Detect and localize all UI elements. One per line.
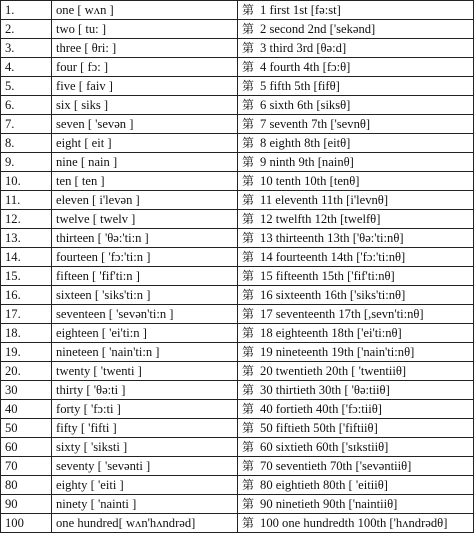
- ordinal-word: 100 one hundredth 100th ['hʌndrədθ]: [260, 515, 448, 530]
- row-number: 17.: [1, 305, 52, 324]
- table-row: [1, 324, 474, 343]
- ordinal-cell: [238, 229, 474, 248]
- row-number: 1.: [1, 1, 52, 20]
- ordinal-prefix: 第: [242, 59, 255, 74]
- ordinal-prefix: 第: [242, 135, 255, 150]
- ordinal-word: 19 nineteenth 19th ['nain'ti:nθ]: [260, 344, 415, 359]
- row-number: 18.: [1, 324, 52, 343]
- ordinal-prefix: 第: [242, 515, 255, 530]
- cardinal-word: ten [ ten ]: [52, 172, 238, 191]
- ordinal-word: 7 seventh 7th ['sevnθ]: [260, 116, 371, 131]
- ordinal-word: 8 eighth 8th [eitθ]: [260, 135, 351, 150]
- ordinal-word: 14 fourteenth 14th ['fɔ:'ti:nθ]: [260, 249, 406, 264]
- ordinal-cell: [238, 77, 474, 96]
- row-number: 4.: [1, 58, 52, 77]
- table-row: [1, 362, 474, 381]
- ordinal-cell: [238, 134, 474, 153]
- row-number: 16.: [1, 286, 52, 305]
- row-number: 8.: [1, 134, 52, 153]
- table-row: [1, 229, 474, 248]
- ordinal-word: 90 ninetieth 90th ['naintiiθ]: [260, 496, 398, 511]
- row-number: 9.: [1, 153, 52, 172]
- ordinal-word: 10 tenth 10th [tenθ]: [260, 173, 360, 188]
- cardinal-word: sixteen [ 'siks'ti:n ]: [52, 286, 238, 305]
- table-row: [1, 134, 474, 153]
- ordinal-word: 17 seventeenth 17th [,sevn'ti:nθ]: [260, 306, 424, 321]
- ordinal-prefix: 第: [242, 21, 255, 36]
- table-row: [1, 77, 474, 96]
- row-number: 7.: [1, 115, 52, 134]
- ordinal-prefix: 第: [242, 2, 255, 17]
- ordinal-cell: [238, 305, 474, 324]
- cardinal-word: six [ siks ]: [52, 96, 238, 115]
- row-number: 40: [1, 400, 52, 419]
- table-row: [1, 400, 474, 419]
- cardinal-word: eight [ eit ]: [52, 134, 238, 153]
- ordinal-cell: [238, 39, 474, 58]
- row-number: 2.: [1, 20, 52, 39]
- ordinal-cell: [238, 248, 474, 267]
- cardinal-word: four [ fɔ: ]: [52, 58, 238, 77]
- table-body: [1, 1, 474, 533]
- cardinal-word: fifteen [ 'fif'ti:n ]: [52, 267, 238, 286]
- row-number: 20.: [1, 362, 52, 381]
- cardinal-word: five [ faiv ]: [52, 77, 238, 96]
- cardinal-word: sixty [ 'siksti ]: [52, 438, 238, 457]
- cardinal-word: one [ wʌn ]: [52, 1, 238, 20]
- cardinal-word: one hundred[ wʌn'hʌndrəd]: [52, 514, 238, 533]
- row-number: 19.: [1, 343, 52, 362]
- ordinal-prefix: 第: [242, 78, 255, 93]
- cardinal-word: fourteen [ 'fɔ:'ti:n ]: [52, 248, 238, 267]
- cardinal-word: nineteen [ 'nain'ti:n ]: [52, 343, 238, 362]
- ordinal-word: 6 sixth 6th [siksθ]: [260, 97, 351, 112]
- ordinal-cell: [238, 58, 474, 77]
- row-number: 5.: [1, 77, 52, 96]
- ordinal-prefix: 第: [242, 40, 255, 55]
- ordinal-word: 2 second 2nd ['sekənd]: [260, 21, 376, 36]
- ordinal-cell: [238, 172, 474, 191]
- table-row: [1, 115, 474, 134]
- ordinal-word: 11 eleventh 11th [i'levnθ]: [260, 192, 389, 207]
- ordinal-word: 13 thirteenth 13th ['θə:'ti:nθ]: [260, 230, 404, 245]
- ordinal-cell: [238, 267, 474, 286]
- table-row: [1, 96, 474, 115]
- table-row: [1, 153, 474, 172]
- ordinal-word: 30 thirtieth 30th [ 'θə:tiiθ]: [260, 382, 390, 397]
- table-row: [1, 1, 474, 20]
- ordinal-prefix: 第: [242, 496, 255, 511]
- table-row: [1, 58, 474, 77]
- table-row: [1, 457, 474, 476]
- ordinal-word: 5 fifth 5th [fifθ]: [260, 78, 340, 93]
- ordinal-cell: [238, 381, 474, 400]
- table-row: [1, 286, 474, 305]
- ordinal-prefix: 第: [242, 116, 255, 131]
- ordinal-cell: [238, 324, 474, 343]
- ordinal-prefix: 第: [242, 268, 255, 283]
- cardinal-word: nine [ nain ]: [52, 153, 238, 172]
- cardinal-word: seven [ 'sevən ]: [52, 115, 238, 134]
- table-row: [1, 514, 474, 533]
- cardinal-word: seventy [ 'sevənti ]: [52, 457, 238, 476]
- table-row: [1, 476, 474, 495]
- row-number: 50: [1, 419, 52, 438]
- ordinal-prefix: 第: [242, 382, 255, 397]
- row-number: 100: [1, 514, 52, 533]
- table-row: [1, 305, 474, 324]
- ordinal-word: 15 fifteenth 15th ['fif'ti:nθ]: [260, 268, 395, 283]
- ordinal-word: 60 sixtieth 60th ['sɪkstiiθ]: [260, 439, 389, 454]
- row-number: 15.: [1, 267, 52, 286]
- ordinal-cell: [238, 438, 474, 457]
- cardinal-word: three [ θri: ]: [52, 39, 238, 58]
- ordinal-cell: [238, 210, 474, 229]
- ordinal-prefix: 第: [242, 211, 255, 226]
- cardinal-word: two [ tu: ]: [52, 20, 238, 39]
- cardinal-word: twenty [ 'twenti ]: [52, 362, 238, 381]
- ordinal-word: 20 twentieth 20th [ 'twentiiθ]: [260, 363, 407, 378]
- cardinal-word: eighteen [ 'ei'ti:n ]: [52, 324, 238, 343]
- row-number: 80: [1, 476, 52, 495]
- ordinal-prefix: 第: [242, 154, 255, 169]
- cardinal-word: fifty [ 'fifti ]: [52, 419, 238, 438]
- table-row: [1, 381, 474, 400]
- ordinal-cell: [238, 1, 474, 20]
- cardinal-word: seventeen [ 'sevən'ti:n ]: [52, 305, 238, 324]
- row-number: 11.: [1, 191, 52, 210]
- row-number: 60: [1, 438, 52, 457]
- cardinal-word: eleven [ i'levən ]: [52, 191, 238, 210]
- table-row: [1, 343, 474, 362]
- ordinal-word: 4 fourth 4th [fɔ:θ]: [260, 59, 351, 74]
- ordinal-word: 80 eightieth 80th [ 'eitiiθ]: [260, 477, 388, 492]
- ordinal-prefix: 第: [242, 306, 255, 321]
- ordinal-word: 40 fortieth 40th ['fɔ:tiiθ]: [260, 401, 382, 416]
- ordinal-cell: [238, 115, 474, 134]
- cardinal-word: eighty [ 'eiti ]: [52, 476, 238, 495]
- cardinal-word: thirteen [ 'θə:'ti:n ]: [52, 229, 238, 248]
- table-row: [1, 191, 474, 210]
- ordinal-word: 1 first 1st [fə:st]: [260, 2, 341, 17]
- ordinal-cell: [238, 191, 474, 210]
- ordinal-cell: [238, 96, 474, 115]
- row-number: 13.: [1, 229, 52, 248]
- ordinal-prefix: 第: [242, 287, 255, 302]
- ordinal-prefix: 第: [242, 401, 255, 416]
- ordinal-word: 50 fiftieth 50th ['fiftiiθ]: [260, 420, 378, 435]
- ordinal-prefix: 第: [242, 344, 255, 359]
- ordinal-word: 18 eighteenth 18th ['ei'ti:nθ]: [260, 325, 402, 340]
- ordinal-prefix: 第: [242, 97, 255, 112]
- cardinal-word: ninety [ 'nainti ]: [52, 495, 238, 514]
- row-number: 90: [1, 495, 52, 514]
- ordinal-cell: [238, 343, 474, 362]
- table-row: [1, 438, 474, 457]
- ordinal-cell: [238, 20, 474, 39]
- cardinal-word: forty [ 'fɔ:ti ]: [52, 400, 238, 419]
- ordinal-cell: [238, 153, 474, 172]
- row-number: 3.: [1, 39, 52, 58]
- table-row: [1, 419, 474, 438]
- ordinal-cell: [238, 362, 474, 381]
- ordinal-cell: [238, 476, 474, 495]
- ordinal-prefix: 第: [242, 458, 255, 473]
- cardinal-word: thirty [ 'θə:ti ]: [52, 381, 238, 400]
- table-row: [1, 495, 474, 514]
- ordinal-cell: [238, 400, 474, 419]
- row-number: 10.: [1, 172, 52, 191]
- row-number: 6.: [1, 96, 52, 115]
- ordinal-cell: [238, 495, 474, 514]
- ordinal-word: 3 third 3rd [θə:d]: [260, 40, 347, 55]
- ordinal-cell: [238, 457, 474, 476]
- ordinal-prefix: 第: [242, 192, 255, 207]
- ordinal-prefix: 第: [242, 325, 255, 340]
- ordinal-cell: [238, 286, 474, 305]
- table-row: [1, 172, 474, 191]
- row-number: 12.: [1, 210, 52, 229]
- row-number: 14.: [1, 248, 52, 267]
- ordinal-prefix: 第: [242, 439, 255, 454]
- row-number: 70: [1, 457, 52, 476]
- ordinal-prefix: 第: [242, 249, 255, 264]
- table-row: [1, 267, 474, 286]
- ordinal-prefix: 第: [242, 420, 255, 435]
- ordinal-cell: [238, 514, 474, 533]
- cardinal-word: twelve [ twelv ]: [52, 210, 238, 229]
- row-number: 30: [1, 381, 52, 400]
- ordinal-prefix: 第: [242, 363, 255, 378]
- table-row: [1, 20, 474, 39]
- table-row: [1, 39, 474, 58]
- ordinal-word: 70 seventieth 70th ['sevəntiiθ]: [260, 458, 412, 473]
- ordinal-prefix: 第: [242, 173, 255, 188]
- ordinal-word: 9 ninth 9th [nainθ]: [260, 154, 354, 169]
- table-row: [1, 248, 474, 267]
- ordinal-word: 12 twelfth 12th [twelfθ]: [260, 211, 381, 226]
- ordinal-prefix: 第: [242, 477, 255, 492]
- table-row: [1, 210, 474, 229]
- ordinal-word: 16 sixteenth 16th ['siks'ti:nθ]: [260, 287, 406, 302]
- ordinal-cell: [238, 419, 474, 438]
- ordinal-prefix: 第: [242, 230, 255, 245]
